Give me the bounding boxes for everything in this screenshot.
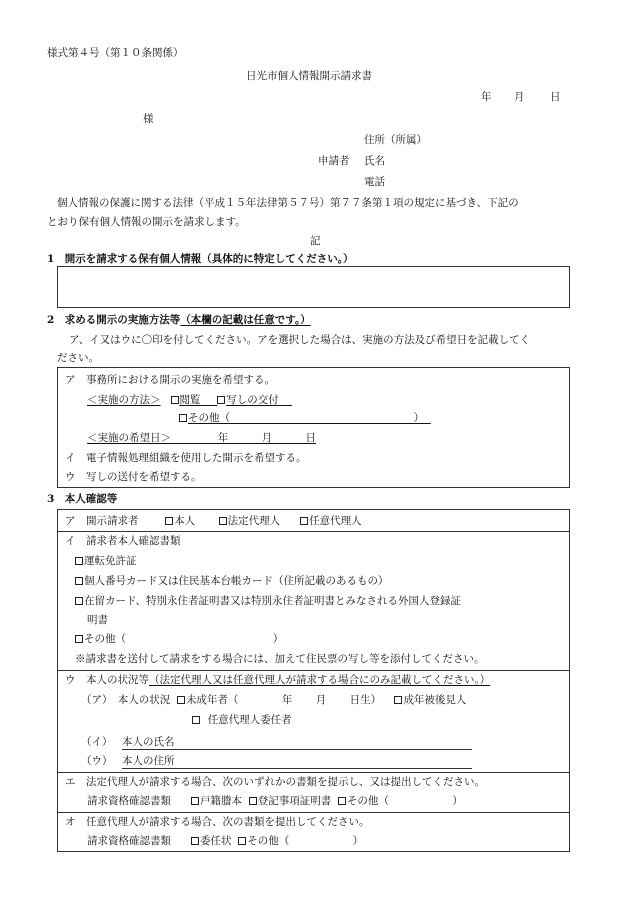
status-row: （ア） 本人の状況 未成年者（ 年 月 日生） 成年被後見人 <box>81 694 467 706</box>
desired-date-row[interactable]: ＜実施の希望日＞ 年 月 日 <box>87 432 317 444</box>
legal-rep-docs-label: 請求資格確認書類 <box>87 795 171 807</box>
status-ward-option[interactable]: 成年被後見人 <box>394 694 466 706</box>
doc-residence-cont: 明書 <box>87 614 108 626</box>
id-documents-title: イ 請求者本人確認書類 <box>65 535 181 547</box>
option-i-electronic[interactable]: イ 電子情報処理組織を使用した開示を希望する。 <box>65 452 307 464</box>
person-address-label: （ウ） <box>81 755 113 767</box>
legal-rep-docs-title: エ 法定代理人が請求する場合、次のいずれかの書類を提示し、又は提出してください。 <box>65 776 485 788</box>
proxy-checkbox[interactable] <box>191 837 199 845</box>
minor-checkbox[interactable] <box>177 696 185 704</box>
voluntary-other-checkbox[interactable] <box>238 837 246 845</box>
doc-mynumber-option[interactable]: 個人番号カード又は住民基本台帳カード（住所記載のあるもの） <box>75 574 389 588</box>
method-row <box>87 393 292 407</box>
doc-other-option[interactable]: その他（ ） <box>75 632 283 646</box>
method-label: ＜実施の方法＞ <box>87 394 161 406</box>
person-address-field[interactable] <box>122 768 472 769</box>
intro-line-2: とおり保有個人情報の開示を請求します。 <box>47 216 246 228</box>
residence-checkbox[interactable] <box>75 597 83 605</box>
doc-license-option[interactable]: 運転免許証 <box>75 554 137 568</box>
person-address-text: 本人の住所 <box>122 755 175 767</box>
status-delegator-option[interactable]: 任意代理人委任者 <box>192 713 292 727</box>
date-month-label: 月 <box>514 91 525 103</box>
license-checkbox[interactable] <box>75 557 83 565</box>
row-divider <box>58 812 569 813</box>
section-2-title: 2 求める開示の実施方法等 <box>47 314 181 326</box>
applicant-label: 申請者 <box>318 155 350 167</box>
intro-line-1: 個人情報の保護に関する法律（平成１５年法律第５７号）第７７条第１項の規定に基づき、下記の <box>57 197 519 209</box>
koseki-option[interactable]: 戸籍謄本 <box>191 795 242 807</box>
date-day-label: 日 <box>550 91 561 103</box>
identity-verification-box <box>57 509 570 852</box>
row-divider <box>58 670 569 671</box>
requester-type-label: ア 開示請求者 <box>65 515 139 527</box>
mynumber-checkbox[interactable] <box>75 577 83 585</box>
form-number: 様式第４号（第１０条関係） <box>47 47 184 59</box>
desired-date-label: ＜実施の希望日＞ <box>87 432 171 444</box>
ward-checkbox[interactable] <box>394 696 402 704</box>
delegator-checkbox[interactable] <box>192 716 200 724</box>
koseki-checkbox[interactable] <box>191 797 199 805</box>
legal-rep-docs-row <box>87 794 463 808</box>
address-label: 住所（所属） <box>364 134 427 146</box>
form-title: 日光市個人情報開示請求書 <box>246 70 372 82</box>
method-copy-option[interactable]: 写しの交付 <box>217 394 292 406</box>
option-a-office[interactable]: ア 事務所における開示の実施を希望する。 <box>65 374 275 386</box>
section-2-instruction-2: ださい。 <box>57 352 99 364</box>
row-divider <box>58 531 569 532</box>
status-minor-option[interactable]: 未成年者（ <box>177 694 239 706</box>
doc-residence-option[interactable]: 在留カード、特別永住者証明書又は特別永住者証明書とみなされる外国人登録証 <box>75 594 461 608</box>
method-other-field[interactable]: その他（ ） <box>188 412 425 424</box>
requester-legal-option[interactable]: 法定代理人 <box>219 515 281 527</box>
voluntary-rep-docs-title: オ 任意代理人が請求する場合、次の書類を提出してください。 <box>65 816 370 828</box>
method-view-option[interactable]: 閲覧 <box>171 394 218 406</box>
method-other-row[interactable] <box>179 411 431 425</box>
addressee-suffix: 様 <box>143 113 154 125</box>
section-2-note: （本欄の記載は任意です。） <box>180 314 311 326</box>
doc-other-checkbox[interactable] <box>75 635 83 643</box>
registry-checkbox[interactable] <box>249 797 257 805</box>
name-label: 氏名 <box>364 155 385 167</box>
person-status-note: （法定代理人又は任意代理人が請求する場合にのみ記載してください。） <box>149 674 491 686</box>
date-year-label: 年 <box>481 91 492 103</box>
requester-voluntary-option[interactable]: 任意代理人 <box>300 515 362 527</box>
method-other-checkbox[interactable] <box>179 414 187 422</box>
requester-type-row <box>65 514 362 528</box>
legal-other-option[interactable]: その他（ ） <box>338 795 463 807</box>
voluntary-checkbox[interactable] <box>300 517 308 525</box>
voluntary-rep-docs-label: 請求資格確認書類 <box>87 835 171 847</box>
section-1-heading: 1 開示を請求する保有個人情報（具体的に特定してください。） <box>47 253 354 265</box>
requester-self-option[interactable]: 本人 <box>165 515 195 527</box>
section-3-heading: 3 本人確認等 <box>47 493 118 505</box>
copy-checkbox[interactable] <box>217 396 225 404</box>
person-name-field[interactable] <box>122 749 472 750</box>
person-name-text: 本人の氏名 <box>122 736 175 748</box>
legal-checkbox[interactable] <box>219 517 227 525</box>
status-label: （ア） 本人の状況 <box>81 694 171 706</box>
voluntary-other-option[interactable]: その他（ ） <box>238 835 363 847</box>
section-2-instruction-1: ア、イ又はウに〇印を付してください。アを選択した場合は、実施の方法及び希望日を記載してく <box>69 334 531 346</box>
phone-label: 電話 <box>364 176 385 188</box>
legal-other-checkbox[interactable] <box>338 797 346 805</box>
option-u-mail[interactable]: ウ 写しの送付を希望する。 <box>65 471 202 483</box>
person-status-heading: ウ 本人の状況等（法定代理人又は任意代理人が請求する場合にのみ記載してください。） <box>65 674 491 686</box>
disclosure-method-box <box>57 367 570 488</box>
self-checkbox[interactable] <box>165 517 173 525</box>
registry-option[interactable]: 登記事項証明書 <box>249 795 332 807</box>
section-2-heading <box>47 313 311 327</box>
row-divider <box>58 772 569 773</box>
requested-info-field[interactable] <box>57 266 570 308</box>
ki-marker: 記 <box>310 235 321 247</box>
mail-request-note: ※請求書を送付して請求をする場合には、加えて住民票の写し等を添付してください。 <box>75 653 485 665</box>
view-checkbox[interactable] <box>171 396 179 404</box>
proxy-option[interactable]: 委任状 <box>191 835 232 847</box>
voluntary-rep-docs-row <box>87 834 363 848</box>
person-name-label: （イ） <box>81 736 113 748</box>
